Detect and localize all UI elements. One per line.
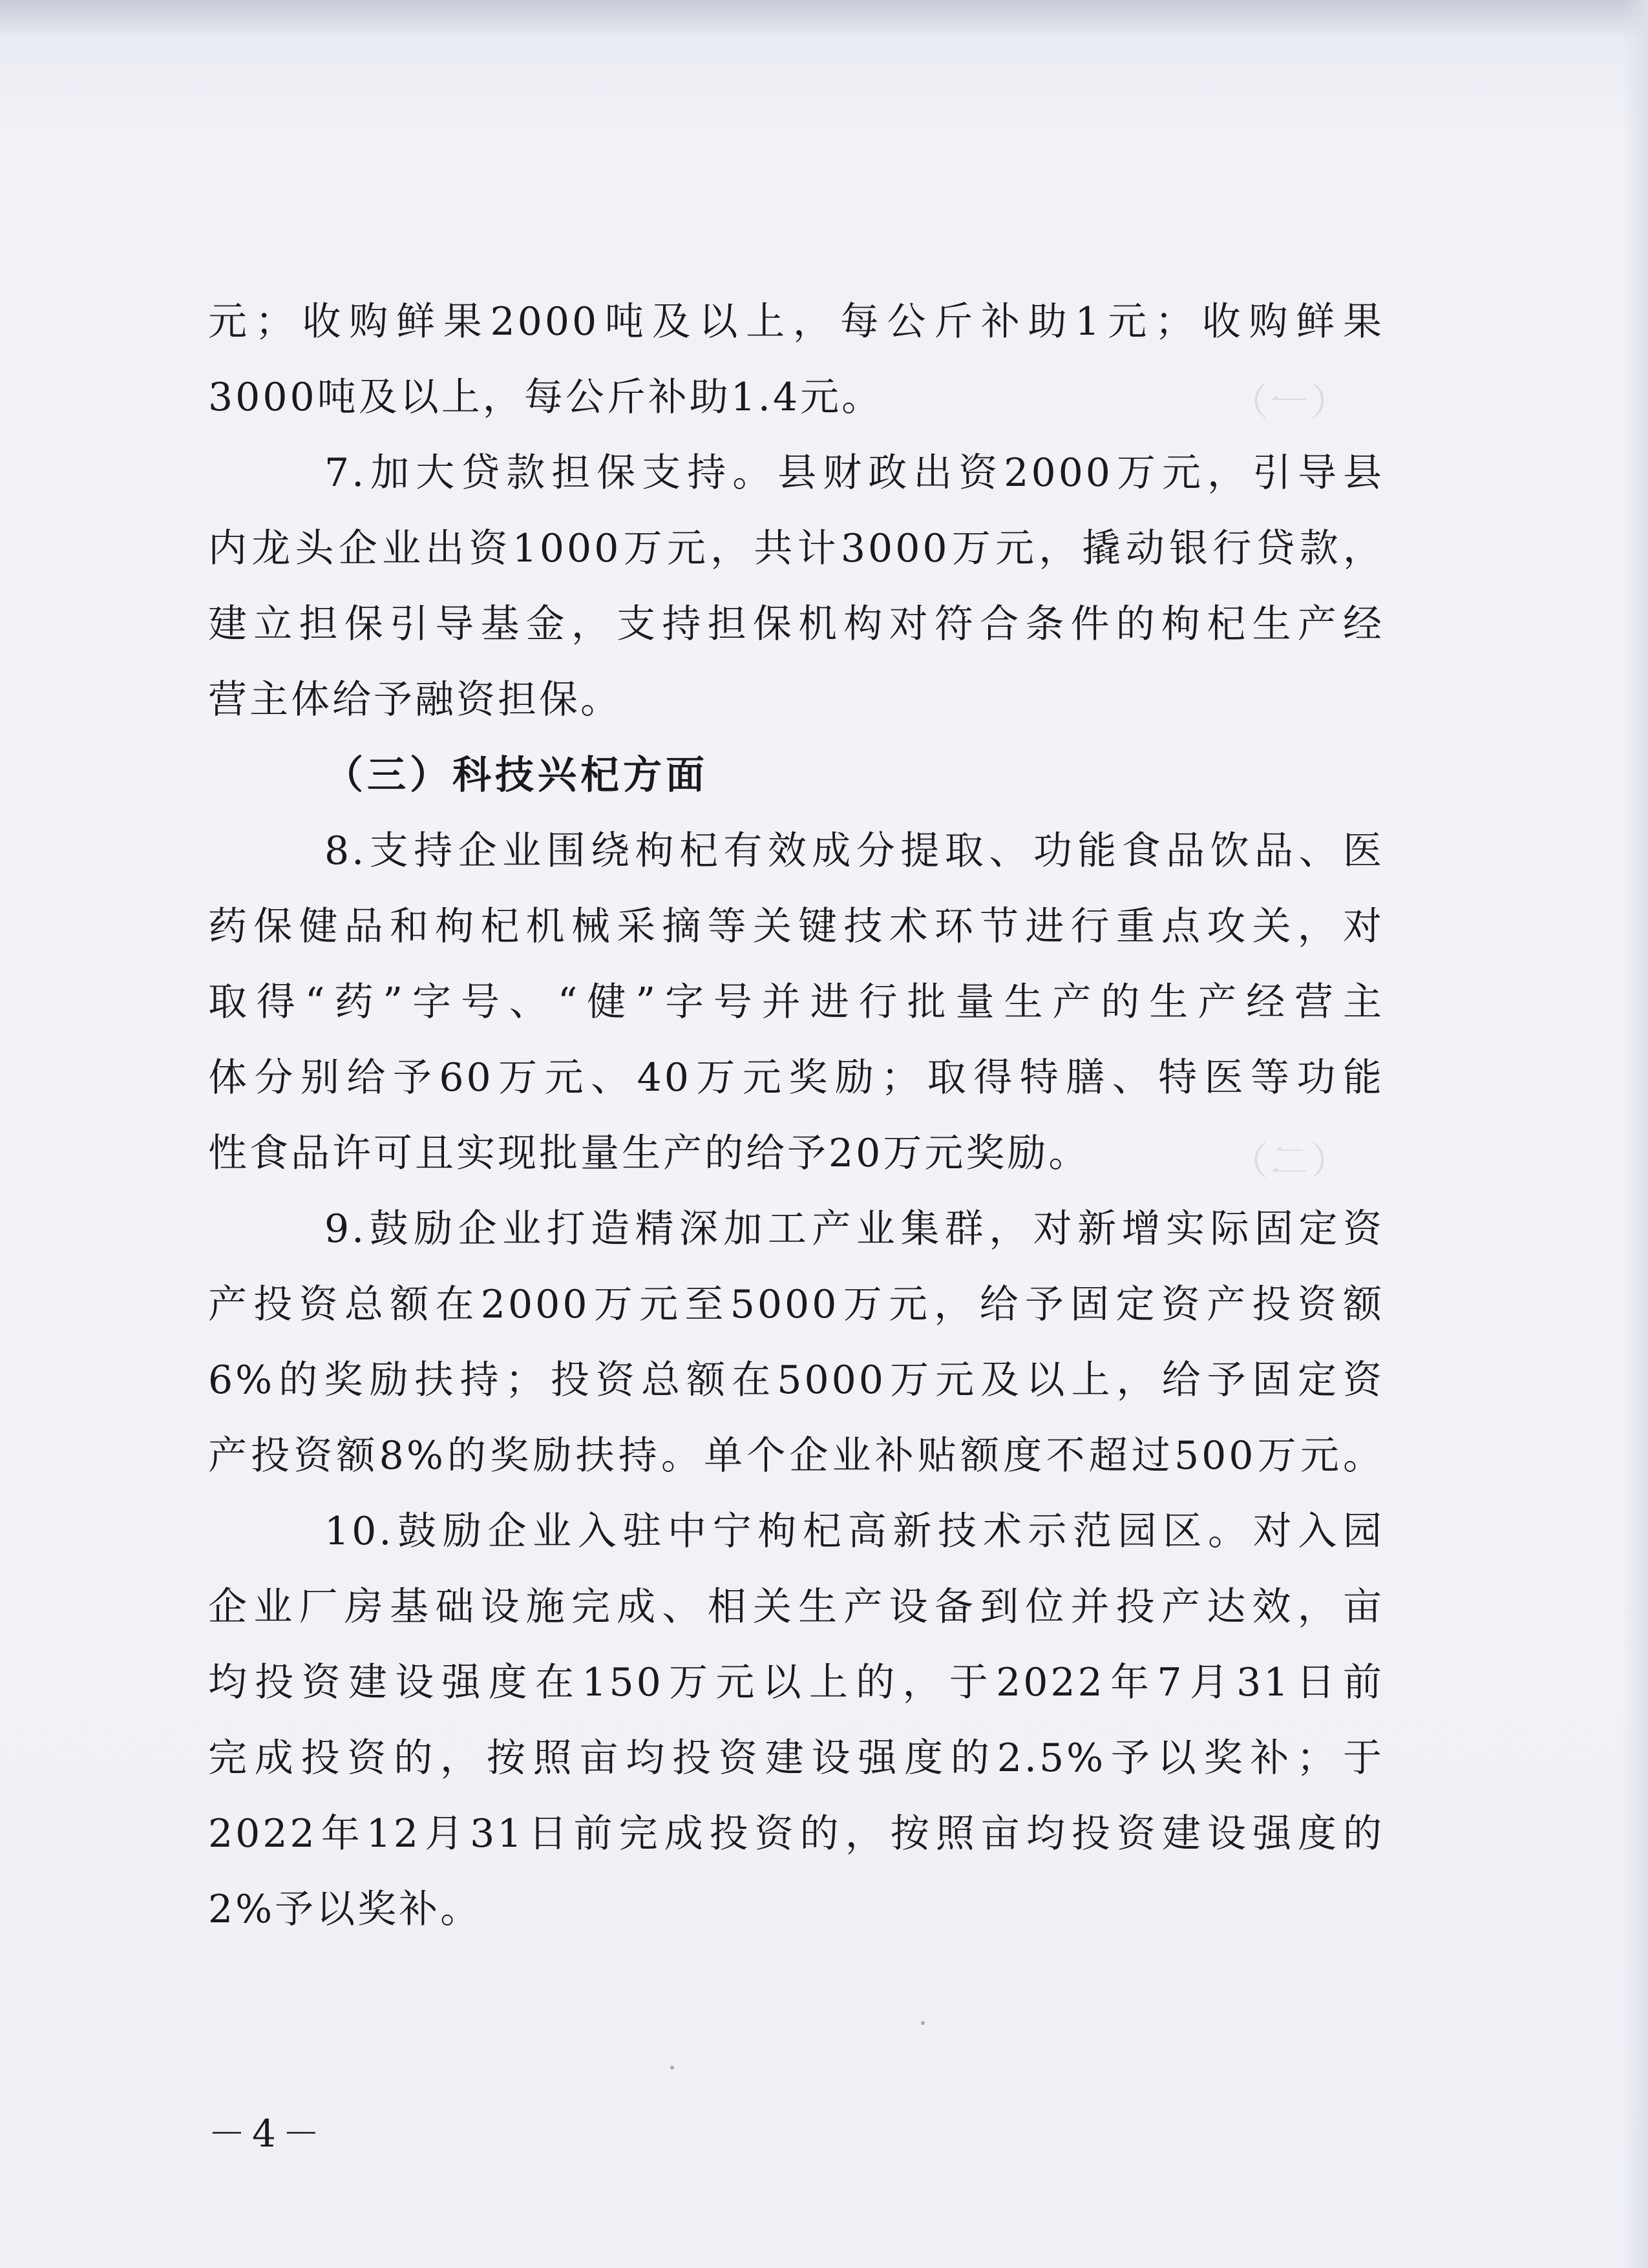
- body-line: 体分别给予60万元、40万元奖励；取得特膳、特医等功能: [208, 1055, 1384, 1100]
- body-line: 药保健品和枸杞机械采摘等关键技术环节进行重点攻关，对: [208, 904, 1384, 949]
- section-heading: （三）科技兴杞方面: [324, 753, 708, 798]
- body-line: 产投资额8%的奖励扶持。单个企业补贴额度不超过500万元。: [208, 1433, 1384, 1478]
- body-line: 7.加大贷款担保支持。县财政出资2000万元，引导县: [324, 450, 1384, 496]
- show-through-mark: （一）: [1228, 380, 1349, 424]
- body-line: 2022年12月31日前完成投资的，按照亩均投资建设强度的: [208, 1811, 1384, 1856]
- body-line: 完成投资的，按照亩均投资建设强度的2.5%予以奖补；于: [208, 1736, 1384, 1781]
- body-line: 8.支持企业围绕枸杞有效成分提取、功能食品饮品、医: [324, 828, 1384, 874]
- body-line: 企业厂房基础设施完成、相关生产设备到位并投产达效，亩: [208, 1584, 1384, 1630]
- body-line: 10.鼓励企业入驻中宁枸杞高新技术示范园区。对入园: [324, 1509, 1384, 1554]
- page-number: －4－: [208, 2112, 326, 2156]
- body-line: 内龙头企业出资1000万元，共计3000万元，撬动银行贷款，: [208, 526, 1384, 571]
- body-line: 6%的奖励扶持；投资总额在5000万元及以上，给予固定资: [208, 1358, 1384, 1403]
- body-line: 产投资总额在2000万元至5000万元，给予固定资产投资额: [208, 1282, 1384, 1327]
- scan-edge-shadow: [0, 0, 1648, 39]
- body-line: 取得“药”字号、“健”字号并进行批量生产的生产经营主: [208, 980, 1384, 1025]
- body-line: 元；收购鲜果2000吨及以上，每公斤补助1元；收购鲜果: [208, 299, 1384, 344]
- body-line: 3000吨及以上，每公斤补助1.4元。: [208, 375, 883, 420]
- body-line: 建立担保引导基金，支持担保机构对符合条件的枸杞生产经: [208, 602, 1384, 647]
- body-line: 均投资建设强度在150万元以上的，于2022年7月31日前: [208, 1660, 1384, 1705]
- body-line: 9.鼓励企业打造精深加工产业集群，对新增实际固定资: [324, 1206, 1384, 1252]
- body-text: [208, 284, 1384, 1948]
- show-through-mark: （二）: [1228, 1139, 1349, 1183]
- body-line: 2%予以奖补。: [208, 1887, 482, 1932]
- scan-speck: [921, 2021, 925, 2025]
- scan-right-shadow: [1622, 0, 1648, 2268]
- scan-speck: [670, 2066, 674, 2070]
- body-line: 营主体给予融资担保。: [208, 677, 622, 722]
- body-line: 性食品许可且实现批量生产的给予20万元奖励。: [208, 1131, 1090, 1176]
